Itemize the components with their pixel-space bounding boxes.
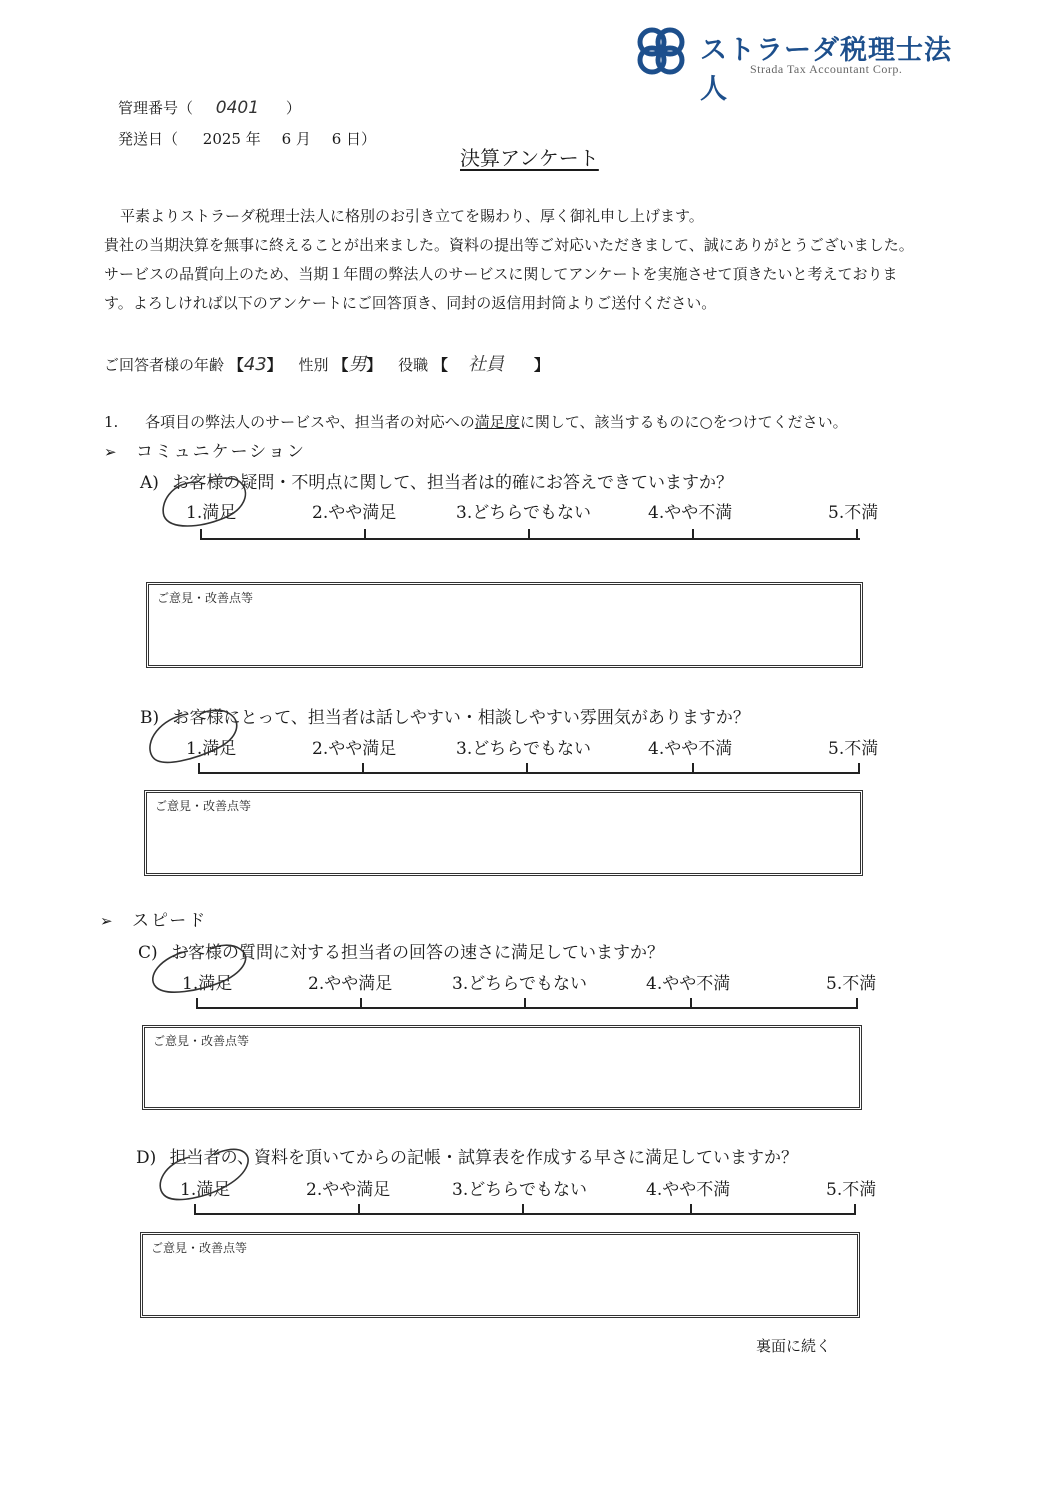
question-a-label: A) bbox=[140, 473, 159, 493]
question-c-label: C) bbox=[138, 943, 158, 963]
scale-line bbox=[194, 1213, 856, 1215]
scale-tick bbox=[856, 529, 858, 538]
scale-tick bbox=[692, 763, 694, 772]
option-dissatisfied[interactable]: 5.不満 bbox=[828, 503, 879, 523]
question-b-label: B) bbox=[140, 708, 160, 728]
option-neutral[interactable]: 3.どちらでもない bbox=[456, 739, 592, 759]
comment-label: ご意見・改善点等 bbox=[151, 1241, 248, 1255]
question-d-label: D) bbox=[136, 1148, 157, 1168]
position-label: 役職 bbox=[398, 356, 429, 374]
question-a-text: お客様の疑問・不明点に関して、担当者は的確にお答えできていますか？ bbox=[172, 473, 733, 493]
option-somewhat-satisfied[interactable]: 2.やや満足 bbox=[308, 974, 393, 994]
comment-box-a[interactable] bbox=[146, 582, 863, 668]
send-date-label: 発送日（ bbox=[118, 130, 179, 148]
logo-name: ストラーダ税理士法人 bbox=[700, 35, 952, 105]
answer-circle-mark bbox=[144, 943, 266, 1013]
option-somewhat-dissatisfied[interactable]: 4.やや不満 bbox=[648, 739, 733, 759]
intro-line: 貴社の当期決算を無事に終えることが出来ました。資料の提出等ご対応いただきまして、誠にありがとうございました。 bbox=[104, 236, 914, 254]
arrow-bullet-icon: ➢ bbox=[104, 443, 117, 461]
continue-on-back: 裏面に続く bbox=[756, 1337, 832, 1355]
section-speed bbox=[100, 906, 207, 931]
scale-line bbox=[198, 772, 860, 774]
scale-b bbox=[0, 732, 1058, 782]
age-value: 43 bbox=[243, 354, 267, 375]
logo-mark-icon bbox=[632, 22, 690, 80]
scale-tick bbox=[526, 763, 528, 772]
scale-tick bbox=[858, 763, 860, 772]
scale-tick bbox=[690, 998, 692, 1007]
intro-paragraph bbox=[104, 202, 984, 318]
option-dissatisfied[interactable]: 5.不満 bbox=[826, 974, 877, 994]
scale-line bbox=[200, 538, 860, 540]
management-number-row bbox=[118, 97, 301, 118]
scale-tick bbox=[854, 1204, 856, 1213]
option-somewhat-dissatisfied[interactable]: 4.やや不満 bbox=[646, 1180, 731, 1200]
answer-circle-mark bbox=[138, 708, 258, 780]
scale-tick bbox=[690, 1204, 692, 1213]
send-date-month: 6 bbox=[281, 130, 292, 148]
option-neutral[interactable]: 3.どちらでもない bbox=[452, 974, 588, 994]
answer-circle-mark bbox=[150, 1147, 266, 1219]
gender-bracket-open: 【 bbox=[333, 356, 349, 374]
option-somewhat-satisfied[interactable]: 2.やや満足 bbox=[312, 503, 397, 523]
management-number-label: 管理番号（ bbox=[118, 99, 194, 117]
page-title: 決算アンケート bbox=[460, 146, 599, 170]
question-b-text: お客様にとって、担当者は話しやすい・相談しやすい雰囲気がありますか？ bbox=[172, 708, 750, 728]
scale-tick bbox=[524, 998, 526, 1007]
scale-tick bbox=[856, 998, 858, 1007]
logo bbox=[632, 22, 962, 105]
scale-line bbox=[196, 1007, 858, 1009]
scale-tick bbox=[528, 529, 530, 538]
management-number-close: ） bbox=[285, 99, 301, 117]
option-dissatisfied[interactable]: 5.不満 bbox=[826, 1180, 877, 1200]
scale-tick bbox=[362, 763, 364, 772]
question-c-text: お客様の質問に対する担当者の回答の速さに満足していますか？ bbox=[171, 943, 665, 963]
q1-text-after: に関して、該当するものに○をつけてください。 bbox=[519, 413, 848, 431]
option-somewhat-dissatisfied[interactable]: 4.やや不満 bbox=[648, 503, 733, 523]
arrow-bullet-icon: ➢ bbox=[100, 912, 113, 930]
scale-a bbox=[0, 496, 1058, 546]
comment-label: ご意見・改善点等 bbox=[153, 1034, 250, 1048]
comment-box-b[interactable] bbox=[144, 790, 863, 876]
gender-bracket-close: 】 bbox=[366, 356, 382, 374]
gender-value: 男 bbox=[348, 354, 367, 375]
age-bracket-open: 【 bbox=[228, 356, 244, 374]
section-communication-label: コミュニケーション bbox=[135, 442, 306, 462]
scale-d bbox=[0, 1173, 1058, 1223]
gender-label: 性別 bbox=[298, 356, 329, 374]
scale-tick bbox=[364, 529, 366, 538]
scale-tick bbox=[692, 529, 694, 538]
comment-label: ご意見・改善点等 bbox=[157, 591, 254, 605]
comment-box-d[interactable] bbox=[140, 1232, 860, 1318]
intro-line: サービスの品質向上のため、当期１年間の弊法人のサービスに関してアンケートを実施させて頂きたいと考えておりま bbox=[104, 265, 898, 283]
position-bracket-open: 【 bbox=[432, 356, 448, 374]
q1-text-underlined: 満足度 bbox=[474, 413, 520, 431]
intro-line: す。よろしければ以下のアンケートにご回答頂き、同封の返信用封筒よりご送付ください。 bbox=[104, 294, 717, 312]
management-number-value: 0401 bbox=[215, 98, 260, 118]
option-neutral[interactable]: 3.どちらでもない bbox=[452, 1180, 588, 1200]
option-dissatisfied[interactable]: 5.不満 bbox=[828, 739, 879, 759]
send-date-row bbox=[118, 128, 376, 149]
logo-subtitle: Strada Tax Accountant Corp. bbox=[750, 62, 903, 76]
respondent-row bbox=[104, 350, 549, 376]
scale-tick bbox=[358, 1204, 360, 1213]
q1-number: 1. bbox=[104, 413, 119, 431]
option-neutral[interactable]: 3.どちらでもない bbox=[456, 503, 592, 523]
intro-line: 平素よりストラーダ税理士法人に格別のお引き立てを賜わり、厚く御礼申し上げます。 bbox=[120, 207, 704, 225]
send-date-year-unit: 年 bbox=[245, 130, 261, 148]
send-date-day-unit: 日） bbox=[346, 130, 377, 148]
answer-circle-mark bbox=[150, 474, 260, 544]
option-somewhat-satisfied[interactable]: 2.やや満足 bbox=[306, 1180, 391, 1200]
option-satisfied[interactable]: 1.満足 bbox=[180, 1180, 231, 1200]
position-bracket-close: 】 bbox=[533, 356, 549, 374]
scale-tick bbox=[522, 1204, 524, 1213]
position-value: 社員 bbox=[467, 354, 504, 375]
option-satisfied[interactable]: 1.満足 bbox=[182, 974, 233, 994]
age-label: ご回答者様の年齢 bbox=[104, 356, 225, 374]
section-speed-label: スピード bbox=[131, 911, 208, 931]
option-somewhat-satisfied[interactable]: 2.やや満足 bbox=[312, 739, 397, 759]
scale-c bbox=[0, 967, 1058, 1017]
option-satisfied[interactable]: 1.満足 bbox=[186, 503, 237, 523]
send-date-day: 6 bbox=[331, 130, 342, 148]
send-date-year: 2025 bbox=[202, 130, 241, 148]
comment-box-c[interactable] bbox=[142, 1025, 862, 1110]
section-communication bbox=[104, 437, 306, 462]
comment-label: ご意見・改善点等 bbox=[155, 799, 252, 813]
send-date-month-unit: 月 bbox=[295, 130, 311, 148]
q1-heading bbox=[104, 411, 848, 432]
scale-tick bbox=[360, 998, 362, 1007]
age-bracket-close: 】 bbox=[266, 356, 282, 374]
option-satisfied[interactable]: 1.満足 bbox=[186, 739, 237, 759]
question-d-text: 担当者の、資料を頂いてからの記帳・試算表を作成する早さに満足していますか？ bbox=[169, 1148, 798, 1168]
option-somewhat-dissatisfied[interactable]: 4.やや不満 bbox=[646, 974, 731, 994]
q1-text-before: 各項目の弊法人のサービスや、担当者の対応への bbox=[145, 413, 475, 431]
